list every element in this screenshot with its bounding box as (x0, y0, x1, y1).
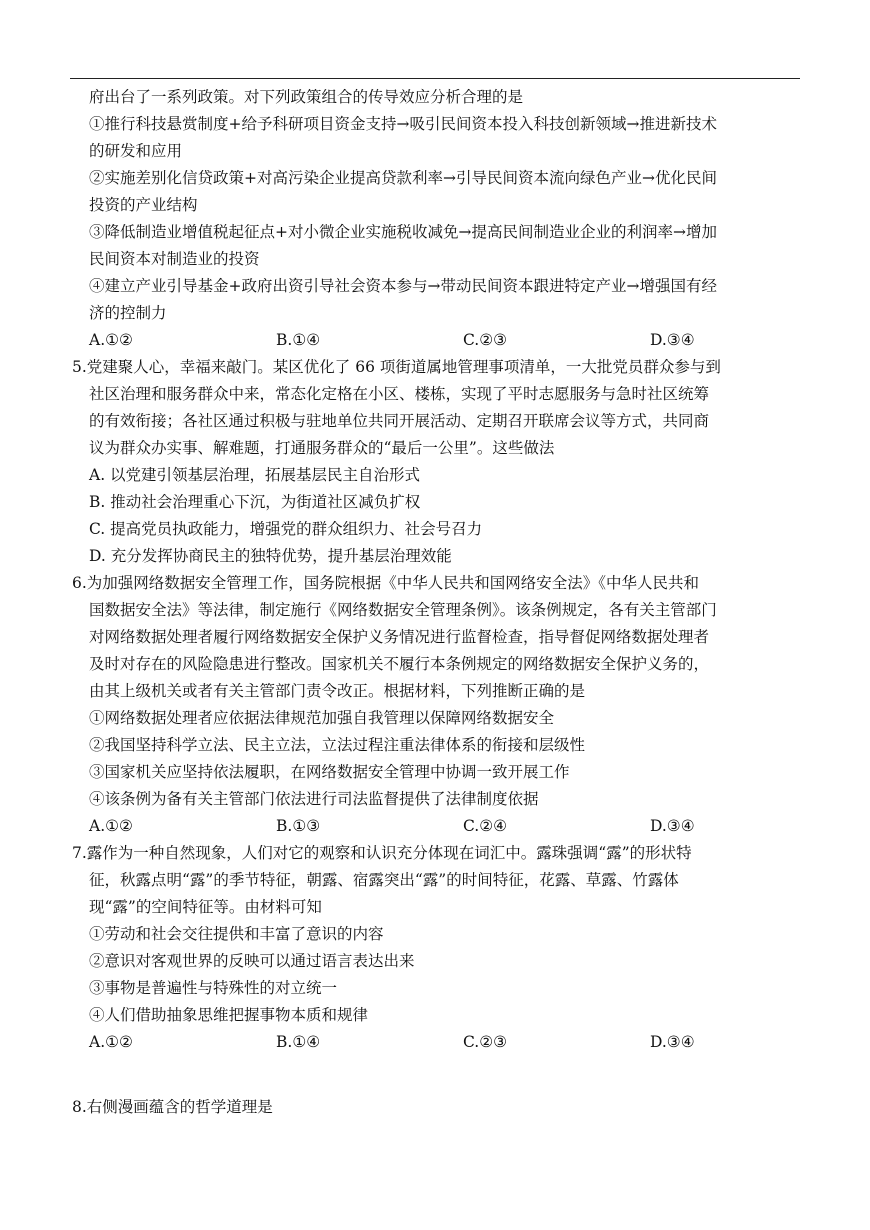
q5-option-b[interactable]: B. 推动社会治理重心下沉，为街道社区减负扩权 (89, 493, 421, 511)
q4-option-a[interactable]: A.①② (89, 331, 133, 349)
q4-stem-tail: 府出台了一系列政策。对下列政策组合的传导效应分析合理的是 (89, 88, 524, 106)
q7-statement-1: ①劳动和社会交往提供和丰富了意识的内容 (89, 925, 384, 943)
q6-option-c[interactable]: C.②④ (463, 817, 508, 835)
q4-option-d[interactable]: D.③④ (650, 331, 695, 349)
q6-stem-line-1: 6.为加强网络数据安全管理工作，国务院根据《中华人民共和国网络安全法》《中华人民共和 (72, 574, 700, 592)
q4-option-b[interactable]: B.①④ (276, 331, 321, 349)
q7-stem-line-3: 现“露”的空间特征等。由材料可知 (89, 898, 322, 916)
q7-option-b[interactable]: B.①④ (276, 1033, 321, 1051)
q5-option-a[interactable]: A. 以党建引领基层治理，拓展基层民主自治形式 (89, 466, 421, 484)
q5-stem-line-2: 社区治理和服务群众中来，常态化定格在小区、楼栋，实现了平时志愿服务与急时社区统筹 (89, 385, 710, 403)
q7-option-c[interactable]: C.②③ (463, 1033, 508, 1051)
q7-stem-line-1: 7.露作为一种自然现象，人们对它的观察和认识充分体现在词汇中。露珠强调“露”的形状特 (72, 844, 692, 862)
q6-option-d[interactable]: D.③④ (650, 817, 695, 835)
q4-statement-3-cont: 民间资本对制造业的投资 (89, 250, 260, 268)
q5-stem-line-1: 5.党建聚人心，幸福来敲门。某区优化了 66 项街道属地管理事项清单，一大批党员群众参与到 (72, 358, 721, 376)
q4-statement-4-cont: 济的控制力 (89, 304, 167, 322)
q4-statement-4: ④建立产业引导基金+政府出资引导社会资本参与→带动民间资本跟进特定产业→增强国有经 (89, 277, 717, 295)
q7-statement-4: ④人们借助抽象思维把握事物本质和规律 (89, 1006, 369, 1024)
header-rule (70, 78, 800, 79)
q6-stem-line-5: 由其上级机关或者有关主管部门责令改正。根据材料，下列推断正确的是 (89, 682, 586, 700)
q6-stem-line-4: 及时对存在的风险隐患进行整改。国家机关不履行本条例规定的网络数据安全保护义务的， (89, 655, 710, 673)
q6-option-a[interactable]: A.①② (89, 817, 133, 835)
q5-stem-line-4: 议为群众办实事、解难题，打通服务群众的“最后一公里”。这些做法 (89, 439, 555, 457)
q7-option-d[interactable]: D.③④ (650, 1033, 695, 1051)
q5-option-d[interactable]: D. 充分发挥协商民主的独特优势，提升基层治理效能 (89, 547, 452, 565)
q6-statement-2: ②我国坚持科学立法、民主立法，立法过程注重法律体系的衔接和层级性 (89, 736, 586, 754)
q6-stem-line-2: 国数据安全法》等法律，制定施行《网络数据安全管理条例》。该条例规定，各有关主管部门 (89, 601, 717, 619)
q4-option-c[interactable]: C.②③ (463, 331, 508, 349)
q6-statement-4: ④该条例为备有关主管部门依法进行司法监督提供了法律制度依据 (89, 790, 539, 808)
q6-option-b[interactable]: B.①③ (276, 817, 321, 835)
q5-stem-line-3: 的有效衔接；各社区通过积极与驻地单位共同开展活动、定期召开联席会议等方式，共同商 (89, 412, 710, 430)
q8-stem-line-1: 8.右侧漫画蕴含的哲学道理是 (72, 1098, 273, 1116)
q4-statement-1-cont: 的研发和应用 (89, 142, 183, 160)
q6-statement-1: ①网络数据处理者应依据法律规范加强自我管理以保障网络数据安全 (89, 709, 555, 727)
q6-statement-3: ③国家机关应坚持依法履职，在网络数据安全管理中协调一致开展工作 (89, 763, 570, 781)
q4-statement-2-cont: 投资的产业结构 (89, 196, 198, 214)
q4-statement-1: ①推行科技悬赏制度+给予科研项目资金支持→吸引民间资本投入科技创新领域→推进新技术 (89, 115, 717, 133)
q6-stem-line-3: 对网络数据处理者履行网络数据安全保护义务情况进行监督检查，指导督促网络数据处理者 (89, 628, 710, 646)
q5-option-c[interactable]: C. 提高党员执政能力，增强党的群众组织力、社会号召力 (89, 520, 483, 538)
q4-statement-3: ③降低制造业增值税起征点+对小微企业实施税收减免→提高民间制造业企业的利润率→增加 (89, 223, 717, 241)
q7-option-a[interactable]: A.①② (89, 1033, 133, 1051)
q7-statement-2: ②意识对客观世界的反映可以通过语言表达出来 (89, 952, 415, 970)
q7-statement-3: ③事物是普遍性与特殊性的对立统一 (89, 979, 338, 997)
q7-stem-line-2: 征，秋露点明“露”的季节特征，朝露、宿露突出“露”的时间特征，花露、草露、竹露体 (89, 871, 679, 889)
q4-statement-2: ②实施差别化信贷政策+对高污染企业提高贷款利率→引导民间资本流向绿色产业→优化民间 (89, 169, 717, 187)
